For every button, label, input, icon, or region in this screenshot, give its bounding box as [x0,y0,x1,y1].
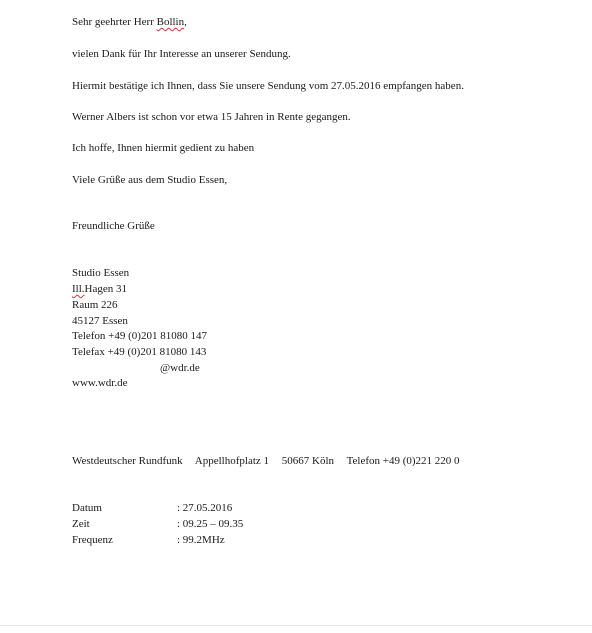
footer-city: 50667 Köln [281,455,335,467]
salutation-prefix: Sehr geehrter Herr [72,16,157,28]
address-street-rest: Hagen 31 [84,283,127,295]
address-fax: Telefax +49 (0)201 81080 143 [72,346,207,358]
reception-row-frequency [72,534,225,547]
footer-street: Appellhofplatz 1 [194,455,270,467]
reception-label: Zeit [72,518,90,530]
page-edge-divider [0,625,592,626]
footer-address [72,455,460,468]
salutation-suffix: , [184,16,187,28]
paragraph-thanks: vielen Dank für Ihr Interesse an unserer Sendung. [72,48,291,60]
reception-label: Frequenz [72,534,113,546]
closing: Freundliche Grüße [72,220,155,232]
salutation [72,16,187,29]
reception-value: : 99.2MHz [177,534,225,546]
reception-row-date [72,502,232,515]
footer-org: Westdeutscher Rundfunk [72,455,183,467]
address-city: 45127 Essen [72,315,128,327]
salutation-name: Bollin [156,16,185,28]
reception-row-time [72,518,243,531]
address-street-prefix: Ill. [72,283,85,295]
reception-value: : 09.25 – 09.35 [177,518,244,530]
address-email: @wdr.de [160,362,200,374]
address-name: Studio Essen [72,267,130,279]
paragraph-greetings: Viele Grüße aus dem Studio Essen, [72,174,228,186]
reception-value: : 27.05.2016 [177,502,233,514]
address-phone: Telefon +49 (0)201 81080 147 [72,330,207,342]
paragraph-confirmation: Hiermit bestätige ich Ihnen, dass Sie unsere Sendung vom 27.05.2016 empfangen haben. [72,80,464,92]
paragraph-hope: Ich hoffe, Ihnen hiermit gedient zu haben [72,142,255,154]
footer-phone: Telefon +49 (0)221 220 0 [346,455,460,467]
address-street [72,283,127,296]
address-web: www.wdr.de [72,377,128,389]
reception-label: Datum [72,502,102,514]
address-room: Raum 226 [72,299,118,311]
paragraph-albers: Werner Albers ist schon vor etwa 15 Jahren in Rente gegangen. [72,111,351,123]
